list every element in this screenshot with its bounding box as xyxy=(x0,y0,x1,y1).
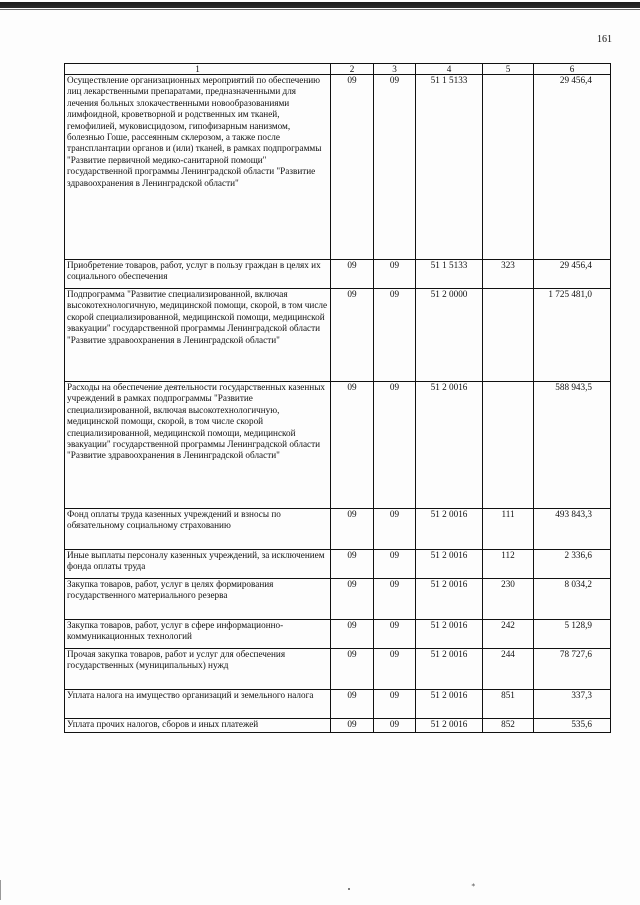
row-subsection: 09 xyxy=(374,649,416,690)
row-section: 09 xyxy=(331,509,374,550)
row-subsection: 09 xyxy=(374,579,416,620)
row-subsection: 09 xyxy=(374,509,416,550)
row-target: 51 2 0016 xyxy=(416,509,483,550)
row-expense-type xyxy=(483,382,534,509)
header-col-1: 1 xyxy=(65,64,331,75)
row-amount: 5 128,9 xyxy=(534,620,611,649)
row-target: 51 2 0000 xyxy=(416,289,483,382)
row-name: Иные выплаты персоналу казенных учреждений, за исключением фонда оплаты труда xyxy=(65,550,331,579)
row-section: 09 xyxy=(331,289,374,382)
row-expense-type: 851 xyxy=(483,690,534,719)
table-row xyxy=(65,620,611,649)
row-expense-type: 244 xyxy=(483,649,534,690)
table-header-row xyxy=(65,64,611,75)
row-subsection: 09 xyxy=(374,289,416,382)
row-name: Расходы на обеспечение деятельности государственных казенных учреждений в рамках подпрограммы "Развитие специализированной, включая высокотехнологичную, медицинской помощи, скорой, в том числе скорой специализированной, медицинской помощи, медицинской эвакуации" государственной программы Ленинградской области "Развитие здравоохранения в Ленинградской области" xyxy=(65,382,331,509)
table-row xyxy=(65,579,611,620)
scan-top-border xyxy=(0,2,640,8)
table-row xyxy=(65,289,611,382)
row-amount: 8 034,2 xyxy=(534,579,611,620)
row-subsection: 09 xyxy=(374,719,416,733)
row-amount: 1 725 481,0 xyxy=(534,289,611,382)
table-row xyxy=(65,649,611,690)
row-name: Осуществление организационных мероприятий по обеспечению лиц лекарственными препаратами, предназначенными для лечения больных злокачественными новообразованиями лимфоидной, кроветворной и родственных им тканей, гемофилией, муковисцидозом, гипофизарным нанизмом, болезнью Гоше, рассеянным склерозом, а также после трансплантации органов и (или) тканей, в рамках подпрограммы "Развитие первичной медико-санитарной помощи" государственной программы Ленинградской области "Развитие здравоохранения в Ленинградской области" xyxy=(65,75,331,260)
row-target: 51 2 0016 xyxy=(416,719,483,733)
row-section: 09 xyxy=(331,260,374,289)
row-target: 51 1 5133 xyxy=(416,260,483,289)
table-row xyxy=(65,260,611,289)
row-section: 09 xyxy=(331,382,374,509)
budget-table xyxy=(64,63,611,733)
table-row xyxy=(65,382,611,509)
row-name: Приобретение товаров, работ, услуг в пользу граждан в целях их социального обеспечения xyxy=(65,260,331,289)
row-expense-type: 852 xyxy=(483,719,534,733)
row-target: 51 1 5133 xyxy=(416,75,483,260)
row-amount: 2 336,6 xyxy=(534,550,611,579)
table-row xyxy=(65,75,611,260)
row-expense-type: 111 xyxy=(483,509,534,550)
table-row xyxy=(65,690,611,719)
row-section: 09 xyxy=(331,649,374,690)
row-subsection: 09 xyxy=(374,620,416,649)
row-expense-type: 230 xyxy=(483,579,534,620)
scan-speck xyxy=(348,888,350,890)
row-target: 51 2 0016 xyxy=(416,382,483,509)
scan-mark: ∗ xyxy=(471,881,476,889)
row-expense-type xyxy=(483,289,534,382)
header-col-5: 5 xyxy=(483,64,534,75)
row-amount: 337,3 xyxy=(534,690,611,719)
header-col-3: 3 xyxy=(374,64,416,75)
row-name: Уплата налога на имущество организаций и земельного налога xyxy=(65,690,331,719)
row-name: Уплата прочих налогов, сборов и иных платежей xyxy=(65,719,331,733)
row-expense-type: 242 xyxy=(483,620,534,649)
row-expense-type xyxy=(483,75,534,260)
table-row xyxy=(65,550,611,579)
page-number: 161 xyxy=(597,34,612,45)
table-row xyxy=(65,719,611,733)
row-amount: 535,6 xyxy=(534,719,611,733)
row-amount: 493 843,3 xyxy=(534,509,611,550)
row-name: Подпрограмма "Развитие специализированной, включая высокотехнологичную, медицинской помощи, скорой, в том числе скорой специализированной, медицинской помощи, медицинской эвакуации" государственной программы Ленинградской области "Развитие здравоохранения в Ленинградской области" xyxy=(65,289,331,382)
row-amount: 29 456,4 xyxy=(534,260,611,289)
header-col-2: 2 xyxy=(331,64,374,75)
row-subsection: 09 xyxy=(374,382,416,509)
scan-edge-line xyxy=(0,880,1,900)
row-target: 51 2 0016 xyxy=(416,649,483,690)
row-name: Закупка товаров, работ, услуг в сфере информационно-коммуникационных технологий xyxy=(65,620,331,649)
row-subsection: 09 xyxy=(374,260,416,289)
row-section: 09 xyxy=(331,690,374,719)
row-amount: 29 456,4 xyxy=(534,75,611,260)
row-section: 09 xyxy=(331,620,374,649)
scan-top-rule xyxy=(0,9,640,10)
row-name: Прочая закупка товаров, работ и услуг для обеспечения государственных (муниципальных) нужд xyxy=(65,649,331,690)
row-expense-type: 112 xyxy=(483,550,534,579)
row-amount: 588 943,5 xyxy=(534,382,611,509)
row-section: 09 xyxy=(331,719,374,733)
row-target: 51 2 0016 xyxy=(416,550,483,579)
row-expense-type: 323 xyxy=(483,260,534,289)
row-target: 51 2 0016 xyxy=(416,579,483,620)
row-section: 09 xyxy=(331,75,374,260)
row-section: 09 xyxy=(331,550,374,579)
header-col-6: 6 xyxy=(534,64,611,75)
row-subsection: 09 xyxy=(374,690,416,719)
row-subsection: 09 xyxy=(374,75,416,260)
row-name: Фонд оплаты труда казенных учреждений и взносы по обязательному социальному страхованию xyxy=(65,509,331,550)
header-col-4: 4 xyxy=(416,64,483,75)
table-row xyxy=(65,509,611,550)
row-target: 51 2 0016 xyxy=(416,620,483,649)
row-section: 09 xyxy=(331,579,374,620)
row-subsection: 09 xyxy=(374,550,416,579)
row-amount: 78 727,6 xyxy=(534,649,611,690)
row-target: 51 2 0016 xyxy=(416,690,483,719)
row-name: Закупка товаров, работ, услуг в целях формирования государственного материального резерва xyxy=(65,579,331,620)
